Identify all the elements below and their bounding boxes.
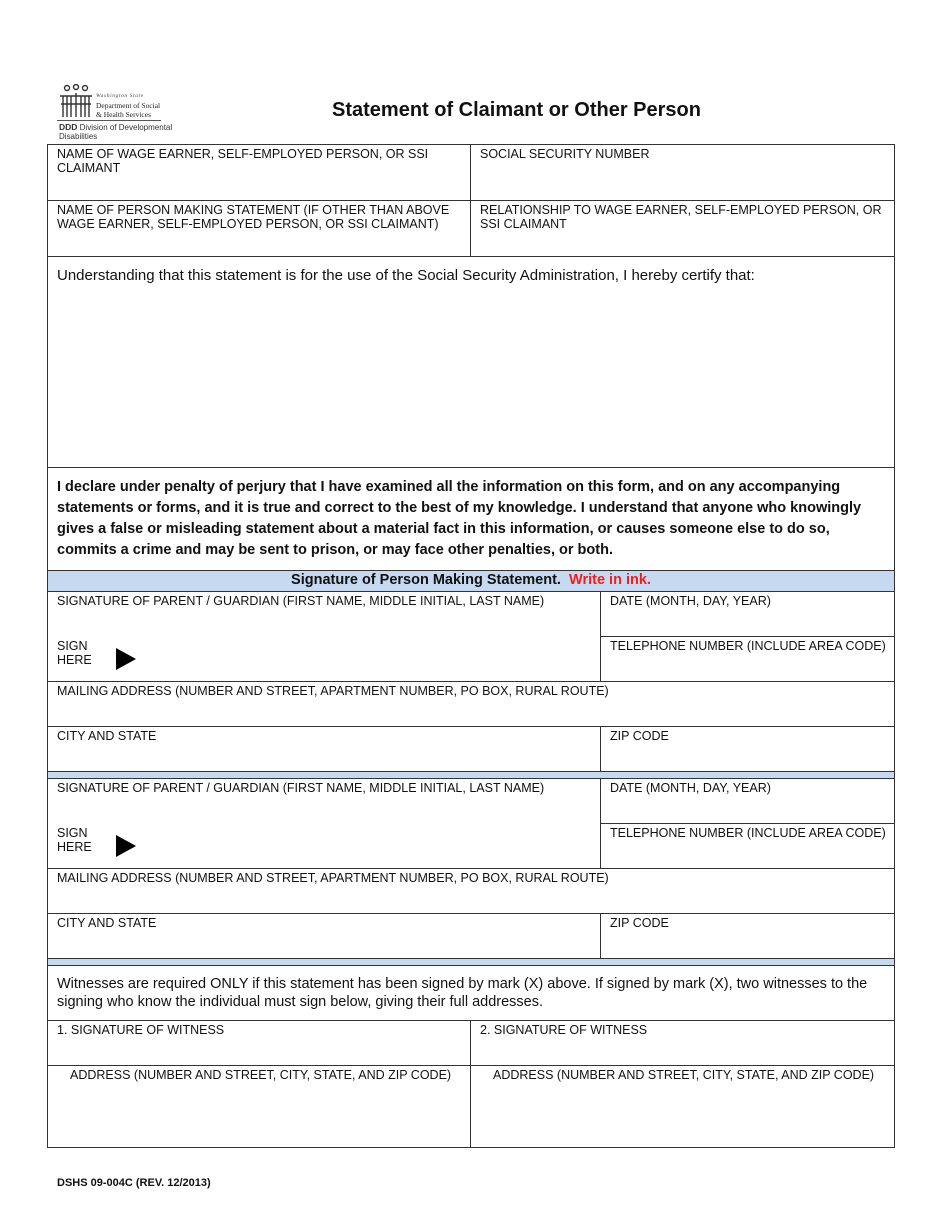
sign-here-arrow-icon xyxy=(116,835,136,857)
dshs-logo xyxy=(57,80,173,141)
mailing-address-field-2[interactable]: MAILING ADDRESS (NUMBER AND STREET, APARTMENT NUMBER, PO BOX, RURAL ROUTE) xyxy=(57,871,609,885)
signature-field-2[interactable]: SIGNATURE OF PARENT / GUARDIAN (FIRST NAME, MIDDLE INITIAL, LAST NAME) xyxy=(57,781,545,795)
sign-here-label-1: SIGN HERE xyxy=(57,639,92,667)
ssn-field[interactable]: SOCIAL SECURITY NUMBER xyxy=(480,147,650,161)
zip-code-field-2[interactable]: ZIP CODE xyxy=(610,916,669,930)
relationship-field[interactable]: RELATIONSHIP TO WAGE EARNER, SELF-EMPLOYED PERSON, OR SSI CLAIMANT xyxy=(480,203,882,231)
perjury-declaration: I declare under penalty of perjury that I have examined all the information on this form, and on any accompanying statements or forms, and it is true and correct to the best of my knowledge. I understand that anyone who knowingly gives a false or misleading statement about a material fact in this information, or causes someone else to do so, commits a crime and may be sent to prison, or may face other penalties, or both. xyxy=(57,479,862,558)
statement-text-area[interactable] xyxy=(48,290,894,466)
mailing-address-field-1[interactable]: MAILING ADDRESS (NUMBER AND STREET, APARTMENT NUMBER, PO BOX, RURAL ROUTE) xyxy=(57,684,609,698)
date-field-1[interactable]: DATE (MONTH, DAY, YEAR) xyxy=(610,594,771,608)
city-state-field-1[interactable]: CITY AND STATE xyxy=(57,729,157,743)
person-making-statement-field[interactable]: NAME OF PERSON MAKING STATEMENT (IF OTHER THAN ABOVE WAGE EARNER, SELF-EMPLOYED PERSON, OR SSI CLAIMANT) xyxy=(57,203,450,231)
write-in-ink-note: Write in ink. xyxy=(569,572,651,588)
agency-name: Washington State Department of Social & Health Services xyxy=(96,93,161,119)
page-title: Statement of Claimant or Other Person xyxy=(332,99,701,121)
signature-section-header: Signature of Person Making Statement. Write in ink. xyxy=(291,572,651,588)
witness-2-address-field[interactable]: ADDRESS (NUMBER AND STREET, CITY, STATE, AND ZIP CODE) xyxy=(493,1068,875,1082)
witness-2-signature-field[interactable]: 2. SIGNATURE OF WITNESS xyxy=(480,1023,648,1037)
statement-intro: Understanding that this statement is for the use of the Social Security Administration, I hereby certify that: xyxy=(57,267,755,284)
phone-field-2[interactable]: TELEPHONE NUMBER (INCLUDE AREA CODE) xyxy=(610,826,886,840)
people-logo-icon xyxy=(59,84,93,118)
witness-note: Witnesses are required ONLY if this statement has been signed by mark (X) above. If signed by mark (X), two witnesses to the signing who know the individual must sign below, giving their full addresses. xyxy=(57,976,868,1010)
division-name: DDD Division of Developmental Disabilities xyxy=(59,122,173,141)
signature-field-1[interactable]: SIGNATURE OF PARENT / GUARDIAN (FIRST NAME, MIDDLE INITIAL, LAST NAME) xyxy=(57,594,545,608)
phone-field-1[interactable]: TELEPHONE NUMBER (INCLUDE AREA CODE) xyxy=(610,639,886,653)
date-field-2[interactable]: DATE (MONTH, DAY, YEAR) xyxy=(610,781,771,795)
zip-code-field-1[interactable]: ZIP CODE xyxy=(610,729,669,743)
wage-earner-field[interactable]: NAME OF WAGE EARNER, SELF-EMPLOYED PERSON, OR SSI CLAIMANT xyxy=(57,147,429,175)
form-number: DSHS 09-004C (REV. 12/2013) xyxy=(57,1177,211,1189)
sign-here-arrow-icon xyxy=(116,648,136,670)
sign-here-label-2: SIGN HERE xyxy=(57,826,92,854)
witness-1-signature-field[interactable]: 1. SIGNATURE OF WITNESS xyxy=(57,1023,225,1037)
city-state-field-2[interactable]: CITY AND STATE xyxy=(57,916,157,930)
witness-1-address-field[interactable]: ADDRESS (NUMBER AND STREET, CITY, STATE, AND ZIP CODE) xyxy=(70,1068,452,1082)
